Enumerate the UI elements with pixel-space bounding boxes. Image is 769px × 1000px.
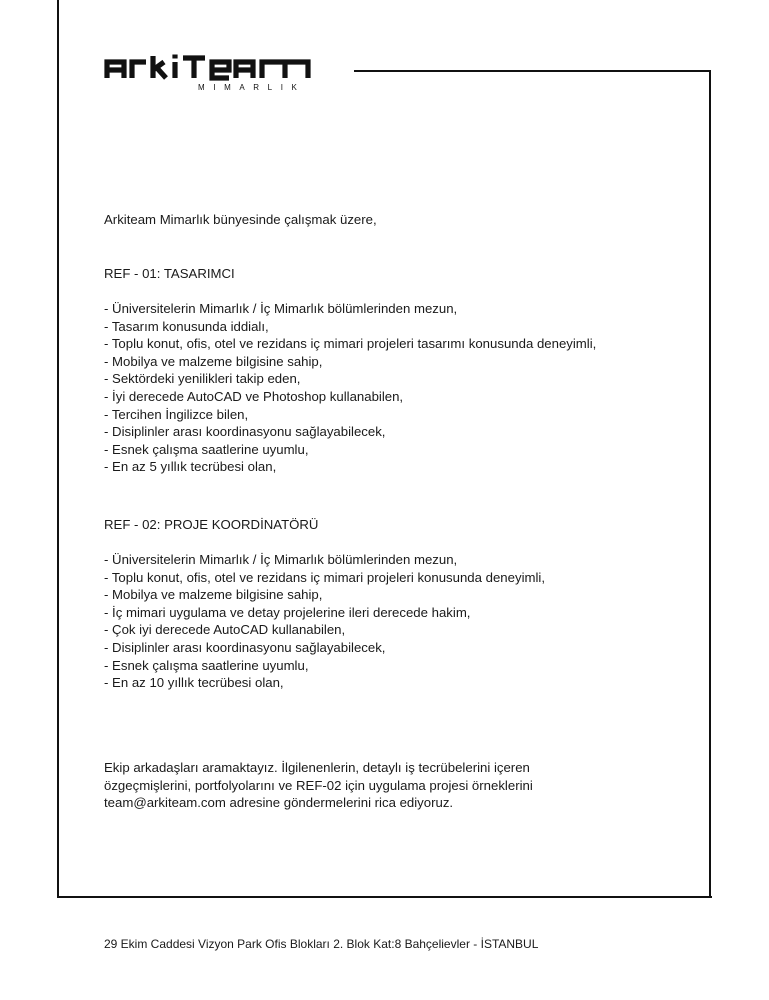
ref2-requirements: [104, 551, 545, 692]
list-item: - Toplu konut, ofis, otel ve rezidans iç mimari projeleri konusunda deneyimli,: [104, 569, 546, 585]
list-item: - Tercihen İngilizce bilen,: [104, 406, 249, 422]
intro-text: Arkiteam Mimarlık bünyesinde çalışmak üzere,: [104, 212, 377, 227]
closing-line: team@arkiteam.com adresine göndermelerini rica ediyoruz.: [104, 795, 454, 811]
list-item: - Üniversitelerin Mimarlık / İç Mimarlık bölümlerinden mezun,: [104, 301, 458, 316]
frame-top-line: [354, 70, 711, 72]
list-item: - Disiplinler arası koordinasyonu sağlayabilecek,: [104, 639, 386, 655]
list-item: - Disiplinler arası koordinasyonu sağlayabilecek,: [104, 424, 386, 440]
footer-address: 29 Ekim Caddesi Vizyon Park Ofis Blokları 2. Blok Kat:8 Bahçelievler - İSTANBUL: [104, 937, 539, 951]
frame-right-line: [709, 70, 711, 898]
list-item: - İç mimari uygulama ve detay projelerine ileri derecede hakim,: [104, 604, 471, 620]
list-item: - Sektördeki yenilikleri takip eden,: [104, 371, 301, 387]
list-item: - Esnek çalışma saatlerine uyumlu,: [104, 441, 309, 457]
frame-bottom-line: [57, 896, 712, 898]
ref1-title: REF - 01: TASARIMCI: [104, 266, 235, 281]
closing-line: Ekip arkadaşları aramaktayız. İlgilenenlerin, detaylı iş tecrübelerini içeren: [104, 760, 530, 775]
list-item: - Esnek çalışma saatlerine uyumlu,: [104, 657, 309, 673]
list-item: - En az 5 yıllık tecrübesi olan,: [104, 459, 277, 475]
ref2-title: REF - 02: PROJE KOORDİNATÖRÜ: [104, 517, 319, 532]
list-item: - Toplu konut, ofis, otel ve rezidans iç mimari projeleri tasarımı konusunda deneyimli,: [104, 336, 597, 352]
list-item: - Tasarım konusunda iddialı,: [104, 318, 269, 334]
logo-subtitle: MIMARLIK: [198, 83, 306, 92]
ref1-requirements: [104, 300, 596, 476]
list-item: - Mobilya ve malzeme bilgisine sahip,: [104, 587, 323, 603]
closing-paragraph: [104, 759, 533, 812]
closing-line: özgeçmişlerini, portfolyolarını ve REF-02 için uygulama projesi örneklerini: [104, 777, 533, 793]
list-item: - Üniversitelerin Mimarlık / İç Mimarlık bölümlerinden mezun,: [104, 552, 458, 567]
frame-left-line: [57, 0, 59, 898]
logo-wordmark: [104, 52, 314, 82]
list-item: - Mobilya ve malzeme bilgisine sahip,: [104, 353, 323, 369]
list-item: - İyi derecede AutoCAD ve Photoshop kullanabilen,: [104, 388, 404, 404]
list-item: - En az 10 yıllık tecrübesi olan,: [104, 675, 284, 691]
list-item: - Çok iyi derecede AutoCAD kullanabilen,: [104, 622, 346, 638]
